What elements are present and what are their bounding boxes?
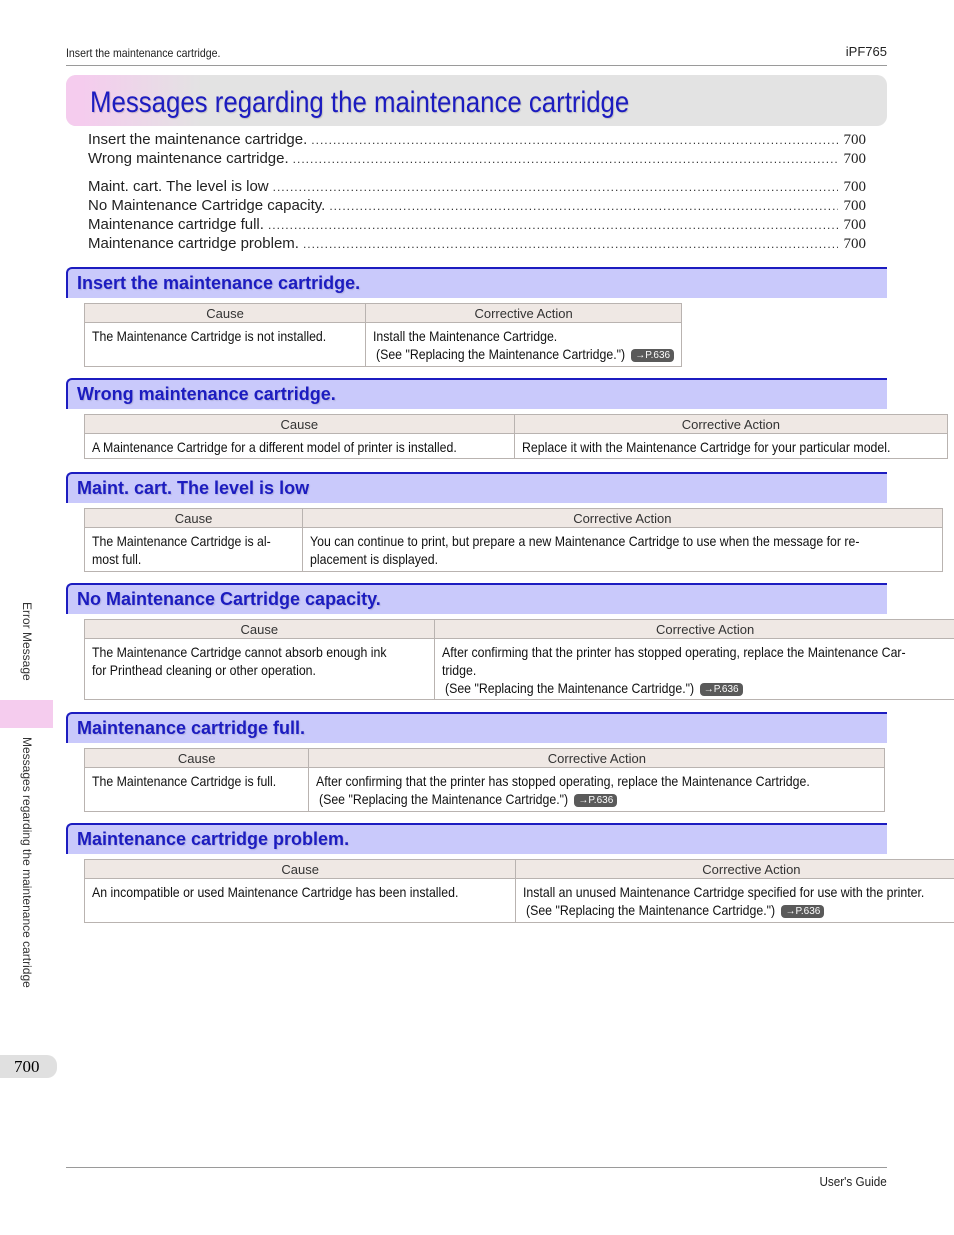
cause-cell: The Maintenance Cartridge is full. — [85, 768, 309, 812]
running-header — [66, 44, 887, 66]
page-title-banner — [66, 75, 887, 126]
running-header-left: Insert the maintenance cartridge. — [66, 46, 221, 60]
toc-entry[interactable]: No Maintenance Cartridge capacity. ..... 700 — [88, 197, 866, 216]
message-table-insert — [84, 303, 682, 367]
action-cell: Replace it with the Maintenance Cartridge for your particular model. — [514, 434, 948, 459]
cause-header: Cause — [85, 415, 515, 434]
see-reference: (See "Replacing the Maintenance Cartridge.") →P.636 — [442, 679, 954, 697]
action-header: Corrective Action — [434, 620, 954, 639]
cause-cell: A Maintenance Cartridge for a different model of printer is installed. — [85, 434, 515, 459]
cause-header: Cause — [85, 620, 435, 639]
section-title: Maint. cart. The level is low — [77, 478, 310, 498]
section-title: Maintenance cartridge problem. — [77, 829, 350, 849]
page-link[interactable]: →P.636 — [700, 683, 743, 696]
section-title: Wrong maintenance cartridge. — [77, 384, 336, 404]
message-table-full — [84, 748, 885, 812]
section-heading-wrong — [66, 378, 887, 409]
message-table-wrong — [84, 414, 948, 459]
footer — [66, 1167, 887, 1189]
page-link[interactable]: →P.636 — [631, 349, 674, 362]
action-cell: Install the Maintenance Cartridge. (See "Replacing the Maintenance Cartridge.") →P.636 — [366, 323, 682, 367]
see-reference: (See "Replacing the Maintenance Cartridge.") →P.636 — [373, 345, 674, 363]
toc-entry[interactable]: Maintenance cartridge problem. ..... 700 — [88, 235, 866, 254]
action-header: Corrective Action — [514, 415, 948, 434]
sidebar-chapter-label[interactable]: Error Message — [20, 602, 34, 681]
action-cell: After confirming that the printer has stopped operating, replace the Maintenance Cartridge. (See "Replacing the Maintenance Cartridge.") →P.636 — [309, 768, 885, 812]
table-of-contents — [88, 131, 866, 254]
section-heading-full — [66, 712, 887, 743]
page-link[interactable]: →P.636 — [574, 794, 617, 807]
cause-header: Cause — [85, 860, 516, 879]
cause-cell: An incompatible or used Maintenance Cartridge has been installed. — [85, 879, 516, 923]
sidebar-section-label[interactable]: Messages regarding the maintenance cartridge — [20, 737, 34, 988]
cause-header: Cause — [85, 749, 309, 768]
action-header: Corrective Action — [303, 509, 942, 528]
section-title: No Maintenance Cartridge capacity. — [77, 589, 381, 609]
toc-entry[interactable]: Wrong maintenance cartridge. ..... 700 — [88, 150, 866, 169]
section-heading-insert — [66, 267, 887, 298]
cause-cell: The Maintenance Cartridge is al- most full. — [85, 528, 303, 572]
toc-entry[interactable]: Maintenance cartridge full. ..... 700 — [88, 216, 866, 235]
cause-cell: The Maintenance Cartridge cannot absorb enough ink for Printhead cleaning or other operation. — [85, 639, 435, 700]
action-header: Corrective Action — [516, 860, 954, 879]
see-reference: (See "Replacing the Maintenance Cartridge.") →P.636 — [523, 901, 954, 919]
action-cell: After confirming that the printer has stopped operating, replace the Maintenance Car- tridge. (See "Replacing the Maintenance Cartridge.") →P.636 — [434, 639, 954, 700]
running-header-model: iPF765 — [845, 44, 887, 59]
section-heading-problem — [66, 823, 887, 854]
see-reference: (See "Replacing the Maintenance Cartridge.") →P.636 — [316, 790, 877, 808]
cause-header: Cause — [85, 509, 303, 528]
action-cell: You can continue to print, but prepare a new Maintenance Cartridge to use when the message for re- placement is displayed. — [303, 528, 942, 572]
action-cell: Install an unused Maintenance Cartridge specified for use with the printer. (See "Replacing the Maintenance Cartridge.") →P.636 — [516, 879, 954, 923]
footer-guide-name: User's Guide — [819, 1174, 887, 1189]
message-table-level-low — [84, 508, 943, 572]
page-link[interactable]: →P.636 — [781, 905, 824, 918]
cause-cell: The Maintenance Cartridge is not installed. — [85, 323, 366, 367]
page-number: 700 — [0, 1055, 57, 1078]
sidebar-active-tab — [0, 700, 53, 728]
cause-header: Cause — [85, 304, 366, 323]
toc-entry[interactable]: Maint. cart. The level is low ..... 700 — [88, 178, 866, 197]
section-title: Insert the maintenance cartridge. — [77, 273, 361, 293]
section-title: Maintenance cartridge full. — [77, 718, 306, 738]
section-heading-no-capacity — [66, 583, 887, 614]
message-table-no-capacity — [84, 619, 954, 700]
toc-entry[interactable]: Insert the maintenance cartridge. ..... 700 — [88, 131, 866, 150]
message-table-problem — [84, 859, 954, 923]
page-title: Messages regarding the maintenance cartridge — [90, 86, 630, 119]
action-header: Corrective Action — [309, 749, 885, 768]
section-heading-level-low — [66, 472, 887, 503]
action-header: Corrective Action — [366, 304, 682, 323]
